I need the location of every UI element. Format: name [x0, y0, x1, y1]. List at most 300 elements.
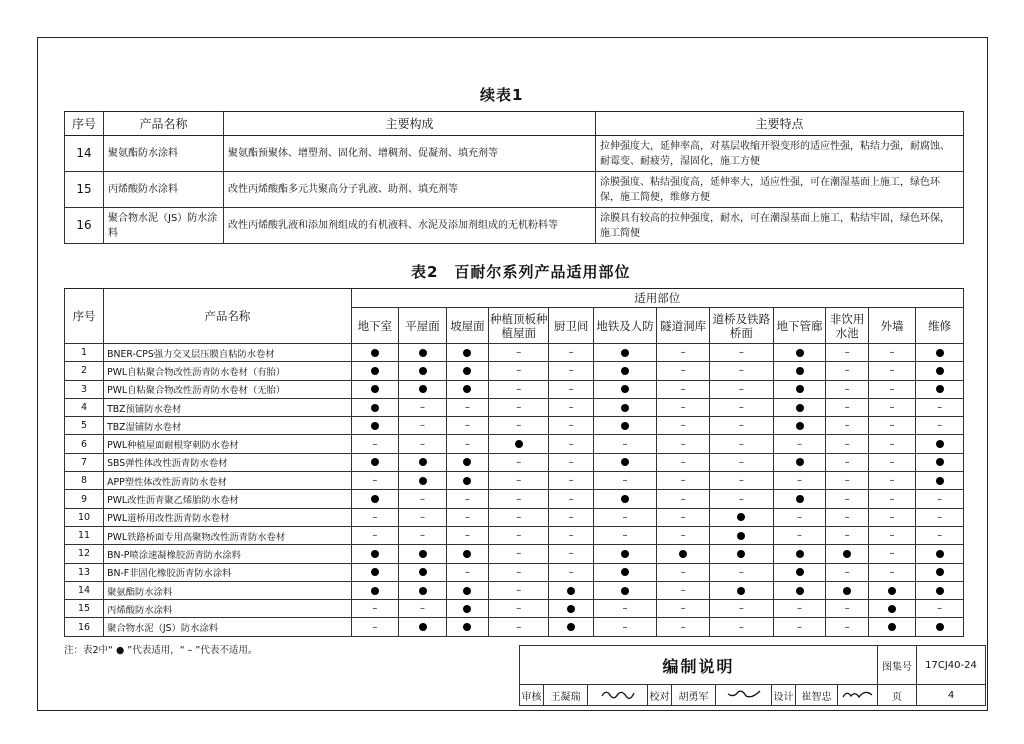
table2-cell-no: 16 [65, 618, 104, 636]
not-applicable-mark [657, 508, 710, 526]
table2-row [65, 545, 964, 563]
table1-cell-no: 14 [65, 136, 104, 172]
applicable-mark [868, 618, 916, 636]
applicable-mark [773, 398, 826, 416]
not-applicable-dash: – [844, 621, 850, 633]
not-applicable-dash: – [797, 603, 802, 615]
applicable-dot-icon [796, 495, 804, 503]
applicable-dot-icon [796, 458, 804, 466]
applicable-mark [868, 600, 916, 618]
applicable-mark [916, 472, 964, 490]
table2-header-name: 产品名称 [104, 289, 351, 344]
applicable-dot-icon [463, 623, 471, 631]
not-applicable-mark [868, 563, 916, 581]
not-applicable-dash: – [889, 566, 895, 578]
not-applicable-mark [773, 618, 826, 636]
applicable-mark [399, 618, 447, 636]
not-applicable-mark [773, 472, 826, 490]
not-applicable-dash: – [738, 566, 744, 578]
applicable-mark [593, 581, 656, 599]
table2 [64, 288, 964, 637]
table1-cell-no: 16 [65, 208, 104, 244]
applicable-mark [773, 380, 826, 398]
table2-header-col: 地下管廊 [773, 308, 826, 344]
applicable-dot-icon [621, 349, 629, 357]
not-applicable-dash: – [568, 402, 574, 414]
legend-note: 注：表2中“ ● ”代表适用，“ – ”代表不适用。 [64, 645, 258, 656]
not-applicable-dash: – [568, 420, 574, 432]
table2-cell-name: BNER-CPS强力交叉层压膜自粘防水卷材 [104, 344, 351, 362]
applicable-mark [710, 508, 773, 526]
applicable-mark [593, 417, 656, 435]
not-applicable-dash: – [516, 420, 522, 432]
not-applicable-dash: – [844, 456, 850, 468]
applicable-dot-icon [796, 568, 804, 576]
not-applicable-dash: – [516, 493, 522, 505]
not-applicable-dash: – [568, 566, 574, 578]
not-applicable-mark [868, 472, 916, 490]
not-applicable-mark [657, 344, 710, 362]
applicable-mark [593, 380, 656, 398]
applicable-mark [916, 362, 964, 380]
not-applicable-mark [710, 417, 773, 435]
not-applicable-mark [826, 380, 868, 398]
table2-row [65, 362, 964, 380]
applicable-dot-icon [621, 404, 629, 412]
applicable-mark [773, 417, 826, 435]
table2-row [65, 417, 964, 435]
applicable-mark [351, 581, 399, 599]
not-applicable-dash: – [516, 456, 522, 468]
not-applicable-mark [826, 490, 868, 508]
applicable-mark [916, 563, 964, 581]
not-applicable-mark [868, 435, 916, 453]
table2-cell-no: 7 [65, 453, 104, 471]
not-applicable-dash: – [844, 530, 850, 542]
not-applicable-mark [489, 526, 549, 544]
applicable-dot-icon [796, 550, 804, 558]
not-applicable-dash: – [680, 566, 686, 578]
not-applicable-dash: – [622, 621, 628, 633]
not-applicable-mark [826, 398, 868, 416]
applicable-mark [446, 618, 488, 636]
not-applicable-dash: – [516, 603, 522, 615]
not-applicable-dash: – [680, 585, 686, 596]
not-applicable-mark [549, 417, 593, 435]
applicable-dot-icon [621, 385, 629, 393]
not-applicable-dash: – [372, 438, 378, 450]
table2-cell-no: 8 [65, 472, 104, 490]
not-applicable-dash: – [738, 383, 744, 395]
not-applicable-dash: – [889, 493, 895, 505]
table1-cell-features: 拉伸强度大，延伸率高，对基层收缩开裂变形的适应性强，粘结力强，耐腐蚀、耐霉变、耐疲劳，湿固化，施工方便 [596, 136, 964, 172]
not-applicable-mark [489, 472, 549, 490]
not-applicable-mark [916, 508, 964, 526]
not-applicable-mark [593, 600, 656, 618]
not-applicable-mark [351, 508, 399, 526]
table1-cell-composition: 聚氨酯预聚体、增塑剂、固化剂、增稠剂、促凝剂、填充剂等 [224, 136, 596, 172]
applicable-dot-icon [463, 605, 471, 613]
applicable-mark [446, 344, 488, 362]
not-applicable-dash: – [464, 530, 470, 542]
table1-cell-name: 丙烯酸防水涂料 [104, 172, 224, 208]
table1 [64, 111, 964, 244]
designer-signature [838, 685, 878, 706]
not-applicable-dash: – [680, 475, 686, 487]
not-applicable-dash: – [844, 566, 850, 578]
table2-row [65, 563, 964, 581]
not-applicable-mark [446, 417, 488, 435]
not-applicable-mark [489, 453, 549, 471]
not-applicable-dash: – [738, 420, 744, 432]
table2-row [65, 618, 964, 636]
applicable-dot-icon [371, 404, 379, 412]
table1-cell-name: 聚氨酯防水涂料 [104, 136, 224, 172]
not-applicable-dash: – [516, 347, 522, 359]
applicable-mark [773, 362, 826, 380]
applicable-dot-icon [936, 385, 944, 393]
not-applicable-dash: – [420, 438, 425, 450]
not-applicable-dash: – [889, 383, 895, 395]
not-applicable-mark [657, 453, 710, 471]
table2-cell-no: 11 [65, 526, 104, 544]
not-applicable-mark [826, 435, 868, 453]
not-applicable-dash: – [889, 420, 895, 432]
not-applicable-mark [868, 362, 916, 380]
not-applicable-dash: – [937, 603, 943, 615]
applicable-dot-icon [843, 587, 851, 595]
table2-header-col: 种植顶板种植屋面 [489, 308, 549, 344]
not-applicable-mark [868, 344, 916, 362]
not-applicable-mark [826, 453, 868, 471]
not-applicable-mark [657, 600, 710, 618]
applicable-mark [916, 453, 964, 471]
not-applicable-dash: – [516, 511, 522, 523]
not-applicable-dash: – [568, 438, 574, 450]
not-applicable-mark [868, 453, 916, 471]
applicable-mark [399, 453, 447, 471]
table1-row [65, 208, 964, 244]
not-applicable-mark [826, 508, 868, 526]
not-applicable-dash: – [889, 438, 895, 450]
not-applicable-dash: – [844, 402, 850, 414]
not-applicable-dash: – [516, 383, 522, 395]
not-applicable-dash: – [568, 548, 574, 560]
table2-row [65, 600, 964, 618]
not-applicable-dash: – [568, 456, 574, 468]
applicable-dot-icon [621, 587, 629, 595]
applicable-dot-icon [371, 495, 379, 503]
not-applicable-mark [710, 600, 773, 618]
applicable-dot-icon [843, 550, 851, 558]
table2-header-col: 维修 [916, 308, 964, 344]
applicable-mark [710, 545, 773, 563]
table2-title: 表2 百耐尔系列产品适用部位 [411, 263, 631, 281]
not-applicable-mark [657, 490, 710, 508]
not-applicable-dash: – [516, 585, 522, 596]
not-applicable-dash: – [738, 621, 744, 633]
table2-cell-no: 15 [65, 600, 104, 618]
table2-cell-name: PWL自粘聚合物改性沥青防水卷材（有胎） [104, 362, 351, 380]
applicable-mark [351, 398, 399, 416]
table1-title: 续表1 [480, 86, 524, 104]
applicable-dot-icon [888, 587, 896, 595]
not-applicable-mark [549, 563, 593, 581]
table2-header-col: 隧道洞库 [657, 308, 710, 344]
not-applicable-dash: – [622, 511, 628, 523]
applicable-mark [593, 398, 656, 416]
not-applicable-mark [710, 618, 773, 636]
not-applicable-dash: – [372, 475, 378, 487]
applicable-dot-icon [621, 550, 629, 558]
table1-cell-name: 聚合物水泥（JS）防水涂料 [104, 208, 224, 244]
table2-cell-no: 3 [65, 380, 104, 398]
not-applicable-mark [399, 435, 447, 453]
not-applicable-mark [489, 362, 549, 380]
not-applicable-mark [710, 490, 773, 508]
not-applicable-mark [489, 344, 549, 362]
applicable-mark [826, 545, 868, 563]
not-applicable-dash: – [516, 365, 522, 377]
applicable-mark [446, 545, 488, 563]
not-applicable-mark [549, 526, 593, 544]
applicable-dot-icon [463, 385, 471, 393]
table1-cell-composition: 改性丙烯酸乳液和添加剂组成的有机液料、水泥及添加剂组成的无机粉料等 [224, 208, 596, 244]
not-applicable-dash: – [844, 347, 850, 359]
applicable-mark [916, 344, 964, 362]
applicable-mark [399, 362, 447, 380]
not-applicable-dash: – [937, 420, 943, 432]
table2-cell-name: TBZ湿铺防水卷材 [104, 417, 351, 435]
table2-header-col: 道桥及铁路桥面 [710, 308, 773, 344]
not-applicable-dash: – [568, 511, 574, 523]
table2-cell-name: TBZ预铺防水卷材 [104, 398, 351, 416]
not-applicable-dash: – [937, 530, 943, 542]
not-applicable-dash: – [464, 438, 470, 450]
applicable-dot-icon [463, 458, 471, 466]
not-applicable-mark [446, 490, 488, 508]
not-applicable-mark [916, 417, 964, 435]
table2-cell-no: 6 [65, 435, 104, 453]
not-applicable-dash: – [844, 420, 850, 432]
not-applicable-mark [657, 435, 710, 453]
not-applicable-dash: – [937, 511, 943, 523]
not-applicable-mark [399, 600, 447, 618]
not-applicable-mark [826, 472, 868, 490]
design-label: 设计 [772, 685, 796, 706]
check-label: 校对 [648, 685, 672, 706]
applicable-mark [351, 344, 399, 362]
not-applicable-mark [489, 563, 549, 581]
not-applicable-mark [826, 618, 868, 636]
not-applicable-dash: – [680, 456, 686, 468]
table2-cell-name: SBS弹性体改性沥青防水卷材 [104, 453, 351, 471]
not-applicable-dash: – [844, 493, 850, 505]
applicable-dot-icon [888, 605, 896, 613]
applicable-mark [446, 362, 488, 380]
not-applicable-dash: – [738, 402, 744, 414]
not-applicable-dash: – [516, 548, 522, 560]
applicable-mark [916, 435, 964, 453]
table1-row [65, 172, 964, 208]
not-applicable-mark [657, 618, 710, 636]
not-applicable-mark [657, 581, 710, 599]
not-applicable-mark [657, 472, 710, 490]
applicable-mark [399, 581, 447, 599]
not-applicable-dash: – [372, 530, 378, 542]
not-applicable-mark [549, 380, 593, 398]
applicable-dot-icon [936, 587, 944, 595]
table1-cell-no: 15 [65, 172, 104, 208]
applicable-dot-icon [936, 623, 944, 631]
applicable-mark [446, 581, 488, 599]
not-applicable-mark [549, 435, 593, 453]
not-applicable-dash: – [680, 420, 686, 432]
applicable-dot-icon [621, 458, 629, 466]
not-applicable-mark [826, 362, 868, 380]
not-applicable-dash: – [680, 530, 686, 542]
table2-cell-no: 12 [65, 545, 104, 563]
not-applicable-dash: – [738, 493, 744, 505]
reviewer-signature [588, 685, 648, 706]
applicable-dot-icon [419, 550, 427, 558]
not-applicable-mark [489, 600, 549, 618]
not-applicable-dash: – [516, 530, 522, 542]
not-applicable-dash: – [738, 603, 744, 615]
not-applicable-mark [549, 490, 593, 508]
not-applicable-mark [916, 600, 964, 618]
table2-cell-name: PWL改性沥青聚乙烯胎防水卷材 [104, 490, 351, 508]
table2-row [65, 380, 964, 398]
not-applicable-mark [657, 380, 710, 398]
not-applicable-mark [773, 600, 826, 618]
not-applicable-dash: – [680, 438, 686, 450]
table2-cell-name: PWL种植屋面耐根穿刺防水卷材 [104, 435, 351, 453]
not-applicable-dash: – [738, 456, 744, 468]
not-applicable-mark [549, 362, 593, 380]
table2-row [65, 435, 964, 453]
not-applicable-mark [549, 398, 593, 416]
not-applicable-mark [489, 618, 549, 636]
applicable-dot-icon [463, 477, 471, 485]
applicable-dot-icon [371, 367, 379, 375]
not-applicable-dash: – [680, 511, 686, 523]
not-applicable-mark [868, 398, 916, 416]
table2-row [65, 526, 964, 544]
not-applicable-mark [657, 398, 710, 416]
not-applicable-mark [489, 508, 549, 526]
applicable-mark [593, 563, 656, 581]
drawing-title: 编制说明 [520, 646, 878, 685]
not-applicable-mark [710, 453, 773, 471]
applicable-dot-icon [936, 367, 944, 375]
not-applicable-mark [446, 398, 488, 416]
not-applicable-dash: – [372, 511, 378, 523]
not-applicable-dash: – [464, 420, 470, 432]
applicable-dot-icon [796, 385, 804, 393]
applicable-mark [399, 472, 447, 490]
not-applicable-dash: – [738, 365, 744, 377]
page-label: 页 [878, 685, 917, 706]
not-applicable-dash: – [844, 383, 850, 395]
designer-name: 崔智忠 [796, 685, 838, 706]
not-applicable-mark [549, 545, 593, 563]
applicable-dot-icon [419, 367, 427, 375]
table1-cell-features: 涂膜具有较高的拉伸强度，耐水，可在潮湿基面上施工，粘结牢固，绿色环保，施工简便 [596, 208, 964, 244]
applicable-dot-icon [419, 623, 427, 631]
not-applicable-dash: – [738, 475, 744, 487]
table2-cell-no: 4 [65, 398, 104, 416]
not-applicable-mark [549, 344, 593, 362]
not-applicable-mark [549, 472, 593, 490]
applicable-mark [916, 380, 964, 398]
applicable-mark [593, 344, 656, 362]
not-applicable-mark [446, 563, 488, 581]
not-applicable-mark [593, 508, 656, 526]
not-applicable-dash: – [797, 438, 802, 450]
applicable-mark [773, 545, 826, 563]
not-applicable-mark [657, 563, 710, 581]
applicable-mark [351, 490, 399, 508]
applicable-dot-icon [371, 422, 379, 430]
not-applicable-mark [868, 380, 916, 398]
applicable-mark [351, 417, 399, 435]
applicable-mark [916, 545, 964, 563]
not-applicable-dash: – [680, 347, 686, 359]
not-applicable-dash: – [797, 530, 802, 542]
not-applicable-mark [489, 581, 549, 599]
not-applicable-mark [657, 526, 710, 544]
table1-header-no: 序号 [65, 112, 104, 136]
not-applicable-dash: – [889, 530, 895, 542]
not-applicable-dash: – [568, 365, 574, 377]
applicable-mark [399, 563, 447, 581]
applicable-dot-icon [371, 385, 379, 393]
applicable-dot-icon [936, 458, 944, 466]
applicable-dot-icon [888, 623, 896, 631]
table1-row [65, 136, 964, 172]
not-applicable-mark [446, 508, 488, 526]
not-applicable-mark [826, 526, 868, 544]
applicable-dot-icon [621, 367, 629, 375]
table2-row [65, 490, 964, 508]
table1-header-name: 产品名称 [104, 112, 224, 136]
not-applicable-mark [710, 563, 773, 581]
not-applicable-dash: – [937, 402, 943, 414]
not-applicable-dash: – [844, 438, 850, 450]
not-applicable-mark [868, 526, 916, 544]
not-applicable-mark [826, 563, 868, 581]
not-applicable-dash: – [680, 621, 686, 633]
applicable-mark [773, 490, 826, 508]
not-applicable-dash: – [680, 493, 686, 505]
table2-header-col: 非饮用水池 [826, 308, 868, 344]
applicable-dot-icon [419, 349, 427, 357]
not-applicable-mark [826, 417, 868, 435]
applicable-dot-icon [737, 513, 745, 521]
not-applicable-mark [916, 398, 964, 416]
review-label: 审核 [520, 685, 544, 706]
not-applicable-dash: – [937, 493, 943, 505]
applicable-mark [399, 545, 447, 563]
applicable-mark [710, 581, 773, 599]
applicable-dot-icon [679, 550, 687, 558]
applicable-dot-icon [567, 587, 575, 595]
table2-cell-name: 聚氨酯防水涂料 [104, 581, 351, 599]
applicable-mark [826, 581, 868, 599]
not-applicable-dash: – [680, 365, 686, 377]
not-applicable-mark [351, 435, 399, 453]
